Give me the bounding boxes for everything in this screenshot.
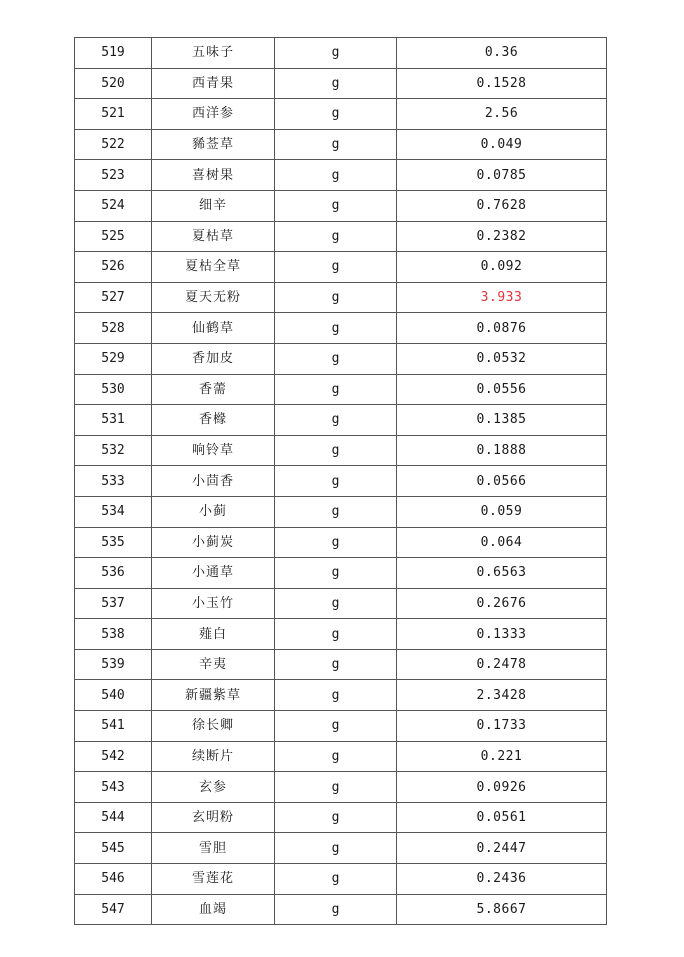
herb-name-cell: 香薷 — [152, 374, 275, 405]
unit-cell: g — [275, 741, 397, 772]
herb-name-cell: 新疆紫草 — [152, 680, 275, 711]
table-row — [75, 343, 607, 374]
unit-cell: g — [275, 160, 397, 191]
table-row — [75, 435, 607, 466]
unit-cell: g — [275, 772, 397, 803]
price-cell: 0.2676 — [397, 588, 607, 619]
unit-cell: g — [275, 802, 397, 833]
price-cell: 0.1888 — [397, 435, 607, 466]
herb-name-cell: 香橼 — [152, 405, 275, 436]
row-number-cell: 542 — [75, 741, 152, 772]
unit-cell: g — [275, 680, 397, 711]
row-number-cell: 534 — [75, 496, 152, 527]
unit-cell: g — [275, 374, 397, 405]
unit-cell: g — [275, 38, 397, 69]
herb-name-cell: 夏天无粉 — [152, 282, 275, 313]
price-cell: 0.064 — [397, 527, 607, 558]
row-number-cell: 537 — [75, 588, 152, 619]
row-number-cell: 535 — [75, 527, 152, 558]
price-cell: 0.6563 — [397, 558, 607, 589]
herb-name-cell: 夏枯全草 — [152, 252, 275, 283]
table-row — [75, 221, 607, 252]
herb-name-cell: 五味子 — [152, 38, 275, 69]
row-number-cell: 540 — [75, 680, 152, 711]
row-number-cell: 529 — [75, 343, 152, 374]
table-body — [75, 38, 607, 925]
row-number-cell: 532 — [75, 435, 152, 466]
table-row — [75, 802, 607, 833]
row-number-cell: 524 — [75, 190, 152, 221]
table-row — [75, 282, 607, 313]
table-row — [75, 99, 607, 130]
herb-name-cell: 豨莶草 — [152, 129, 275, 160]
unit-cell: g — [275, 864, 397, 895]
table-row — [75, 833, 607, 864]
herb-name-cell: 续断片 — [152, 741, 275, 772]
unit-cell: g — [275, 99, 397, 130]
price-cell: 0.049 — [397, 129, 607, 160]
herb-name-cell: 玄参 — [152, 772, 275, 803]
price-cell: 0.2382 — [397, 221, 607, 252]
table-row — [75, 252, 607, 283]
row-number-cell: 525 — [75, 221, 152, 252]
unit-cell: g — [275, 221, 397, 252]
price-cell: 0.2447 — [397, 833, 607, 864]
price-cell: 0.1385 — [397, 405, 607, 436]
price-cell: 3.933 — [397, 282, 607, 313]
unit-cell: g — [275, 527, 397, 558]
table-row — [75, 38, 607, 69]
unit-cell: g — [275, 894, 397, 925]
herb-name-cell: 雪胆 — [152, 833, 275, 864]
herb-name-cell: 响铃草 — [152, 435, 275, 466]
row-number-cell: 536 — [75, 558, 152, 589]
table-row — [75, 68, 607, 99]
table-row — [75, 527, 607, 558]
herb-name-cell: 小茴香 — [152, 466, 275, 497]
herb-name-cell: 薤白 — [152, 619, 275, 650]
unit-cell: g — [275, 619, 397, 650]
row-number-cell: 527 — [75, 282, 152, 313]
unit-cell: g — [275, 129, 397, 160]
unit-cell: g — [275, 833, 397, 864]
table-row — [75, 619, 607, 650]
row-number-cell: 538 — [75, 619, 152, 650]
row-number-cell: 519 — [75, 38, 152, 69]
price-cell: 5.8667 — [397, 894, 607, 925]
herb-price-table — [74, 37, 607, 925]
price-cell: 0.7628 — [397, 190, 607, 221]
unit-cell: g — [275, 313, 397, 344]
herb-name-cell: 香加皮 — [152, 343, 275, 374]
row-number-cell: 546 — [75, 864, 152, 895]
price-cell: 0.0532 — [397, 343, 607, 374]
row-number-cell: 533 — [75, 466, 152, 497]
price-cell: 0.36 — [397, 38, 607, 69]
table-row — [75, 864, 607, 895]
price-cell: 0.0566 — [397, 466, 607, 497]
table-row — [75, 496, 607, 527]
table-row — [75, 129, 607, 160]
herb-name-cell: 喜树果 — [152, 160, 275, 191]
unit-cell: g — [275, 68, 397, 99]
price-cell: 0.1528 — [397, 68, 607, 99]
row-number-cell: 520 — [75, 68, 152, 99]
row-number-cell: 544 — [75, 802, 152, 833]
unit-cell: g — [275, 496, 397, 527]
price-cell: 0.0556 — [397, 374, 607, 405]
table-row — [75, 680, 607, 711]
row-number-cell: 545 — [75, 833, 152, 864]
row-number-cell: 526 — [75, 252, 152, 283]
table-row — [75, 374, 607, 405]
table-row — [75, 405, 607, 436]
price-cell: 2.56 — [397, 99, 607, 130]
herb-name-cell: 小蓟炭 — [152, 527, 275, 558]
row-number-cell: 528 — [75, 313, 152, 344]
row-number-cell: 521 — [75, 99, 152, 130]
row-number-cell: 547 — [75, 894, 152, 925]
row-number-cell: 539 — [75, 649, 152, 680]
herb-name-cell: 雪莲花 — [152, 864, 275, 895]
table-row — [75, 558, 607, 589]
herb-name-cell: 细辛 — [152, 190, 275, 221]
herb-name-cell: 小通草 — [152, 558, 275, 589]
price-cell: 0.092 — [397, 252, 607, 283]
unit-cell: g — [275, 282, 397, 313]
row-number-cell: 531 — [75, 405, 152, 436]
table-row — [75, 649, 607, 680]
unit-cell: g — [275, 405, 397, 436]
unit-cell: g — [275, 190, 397, 221]
price-cell: 0.2436 — [397, 864, 607, 895]
row-number-cell: 543 — [75, 772, 152, 803]
price-cell: 0.221 — [397, 741, 607, 772]
price-cell: 0.0926 — [397, 772, 607, 803]
table-row — [75, 711, 607, 742]
unit-cell: g — [275, 711, 397, 742]
table-row — [75, 190, 607, 221]
row-number-cell: 522 — [75, 129, 152, 160]
unit-cell: g — [275, 435, 397, 466]
price-cell: 0.059 — [397, 496, 607, 527]
herb-name-cell: 小蓟 — [152, 496, 275, 527]
herb-name-cell: 血竭 — [152, 894, 275, 925]
price-cell: 0.2478 — [397, 649, 607, 680]
unit-cell: g — [275, 466, 397, 497]
unit-cell: g — [275, 588, 397, 619]
price-cell: 0.1333 — [397, 619, 607, 650]
price-cell: 0.0876 — [397, 313, 607, 344]
row-number-cell: 523 — [75, 160, 152, 191]
table-row — [75, 741, 607, 772]
herb-name-cell: 玄明粉 — [152, 802, 275, 833]
row-number-cell: 530 — [75, 374, 152, 405]
herb-name-cell: 徐长卿 — [152, 711, 275, 742]
unit-cell: g — [275, 343, 397, 374]
unit-cell: g — [275, 558, 397, 589]
herb-name-cell: 西洋参 — [152, 99, 275, 130]
herb-name-cell: 辛夷 — [152, 649, 275, 680]
table-row — [75, 588, 607, 619]
herb-name-cell: 西青果 — [152, 68, 275, 99]
unit-cell: g — [275, 252, 397, 283]
herb-name-cell: 仙鹤草 — [152, 313, 275, 344]
table-row — [75, 466, 607, 497]
price-cell: 0.0785 — [397, 160, 607, 191]
price-cell: 2.3428 — [397, 680, 607, 711]
row-number-cell: 541 — [75, 711, 152, 742]
herb-name-cell: 夏枯草 — [152, 221, 275, 252]
table-row — [75, 313, 607, 344]
table-row — [75, 772, 607, 803]
table-row — [75, 894, 607, 925]
herb-name-cell: 小玉竹 — [152, 588, 275, 619]
table-row — [75, 160, 607, 191]
unit-cell: g — [275, 649, 397, 680]
price-cell: 0.0561 — [397, 802, 607, 833]
price-cell: 0.1733 — [397, 711, 607, 742]
